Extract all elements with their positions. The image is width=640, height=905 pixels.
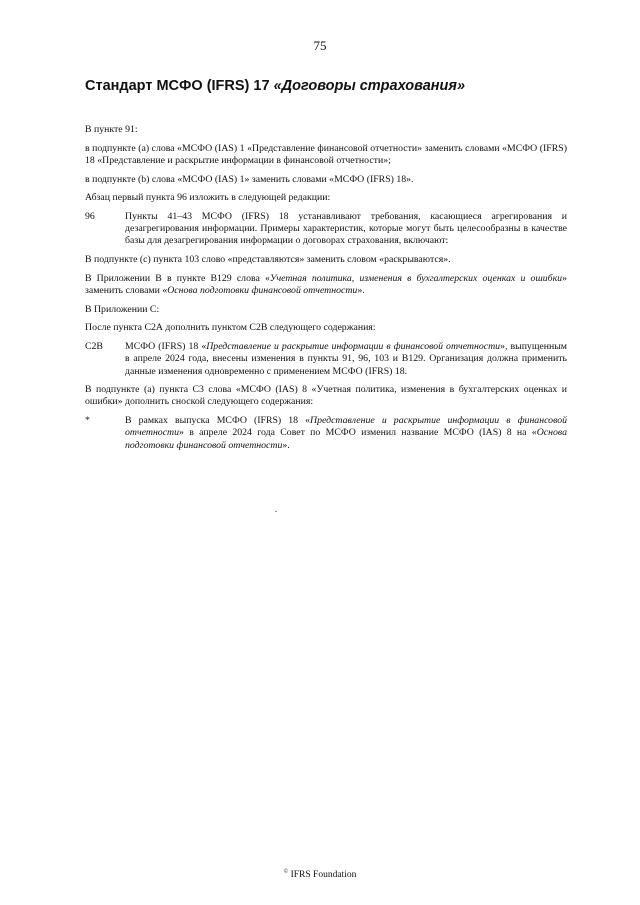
copyright-symbol: © [283, 869, 289, 875]
scan-speck [275, 511, 277, 512]
italic-run: Представление и раскрытие информации в финансовой отчетности [206, 341, 501, 353]
paragraph: В подпункте (с) пункта 103 слово «представляются» заменить словом «раскрываются». [85, 254, 451, 266]
paragraph: В пункте 91: [85, 124, 138, 135]
document-body [85, 124, 567, 458]
paragraph-text: Пункты 41–43 МСФО (IFRS) 18 устанавливают требования, касающиеся агрегирования и дезагрегирования информации. Примеры характеристик, которые могут быть целесообразны в качестве базы для дезагрегирования информации о договорах страхования, включают: [125, 211, 567, 247]
paragraph: В Приложении С: [85, 303, 160, 315]
standard-heading [85, 78, 465, 94]
paragraph-text [125, 341, 567, 378]
text-run: В Приложении В в пункте В129 слова « [85, 272, 270, 284]
paragraph-number: 96 [85, 211, 95, 223]
text-run: » заменить словами « [85, 272, 567, 297]
paragraph: в подпункте (а) слова «МСФО (IAS) 1 «Представление финансовой отчетности» заменить словами «МСФО (IFRS) 18 «Представление и раскрытие информации в финансовой отчетности»; [85, 142, 567, 166]
italic-run: Основа подготовки финансовой отчетности [125, 427, 567, 451]
copyright-footer [0, 869, 640, 880]
heading-italic: «Договоры страхования» [273, 78, 466, 94]
italic-run: Представление и раскрытие информации в финансовой отчетности [125, 415, 567, 439]
numbered-paragraph-c2b [85, 341, 567, 378]
page-number: 75 [313, 38, 327, 53]
footnote-marker: * [85, 415, 90, 427]
text-run: ». [357, 285, 365, 297]
italic-run: Учетная политика, изменения в бухгалтерских оценках и ошибки [269, 272, 563, 284]
text-run: В рамках выпуска МСФО (IFRS) 18 « [125, 415, 311, 427]
footnote-paragraph [85, 415, 567, 452]
paragraph [85, 273, 567, 297]
text-run: », выпущенным в апреле 2024 года, внесены изменения в пункты 91, 96, 103 и В129. Организация должна применить данные изменения одновременно с применением МСФО (IFRS) 18. [125, 341, 567, 377]
footer-text: IFRS Foundation [288, 870, 357, 880]
paragraph: Абзац первый пункта 96 изложить в следующей редакции: [85, 192, 331, 204]
paragraph: После пункта С2А дополнить пунктом С2В следующего содержания: [85, 322, 376, 334]
footnote-text [125, 415, 567, 452]
paragraph: В подпункте (а) пункта С3 слова «МСФО (IAS) 8 «Учетная политика, изменения в бухгалтерских оценках и ошибки» дополнить сноской следующего содержания: [85, 384, 567, 408]
numbered-paragraph-96 [85, 211, 567, 248]
paragraph-number: С2В [85, 341, 103, 353]
heading-plain: Стандарт МСФО (IFRS) 17 [85, 78, 274, 94]
text-run: ». [282, 439, 290, 451]
text-run: » в апреле 2024 года Совет по МСФО изменил название МСФО (IAS) 8 на « [179, 427, 537, 439]
italic-run: Основа подготовки финансовой отчетности [167, 285, 358, 297]
text-run: МСФО (IFRS) 18 « [125, 341, 207, 353]
paragraph: в подпункте (b) слова «МСФО (IAS) 1» заменить словами «МСФО (IFRS) 18». [85, 173, 414, 185]
